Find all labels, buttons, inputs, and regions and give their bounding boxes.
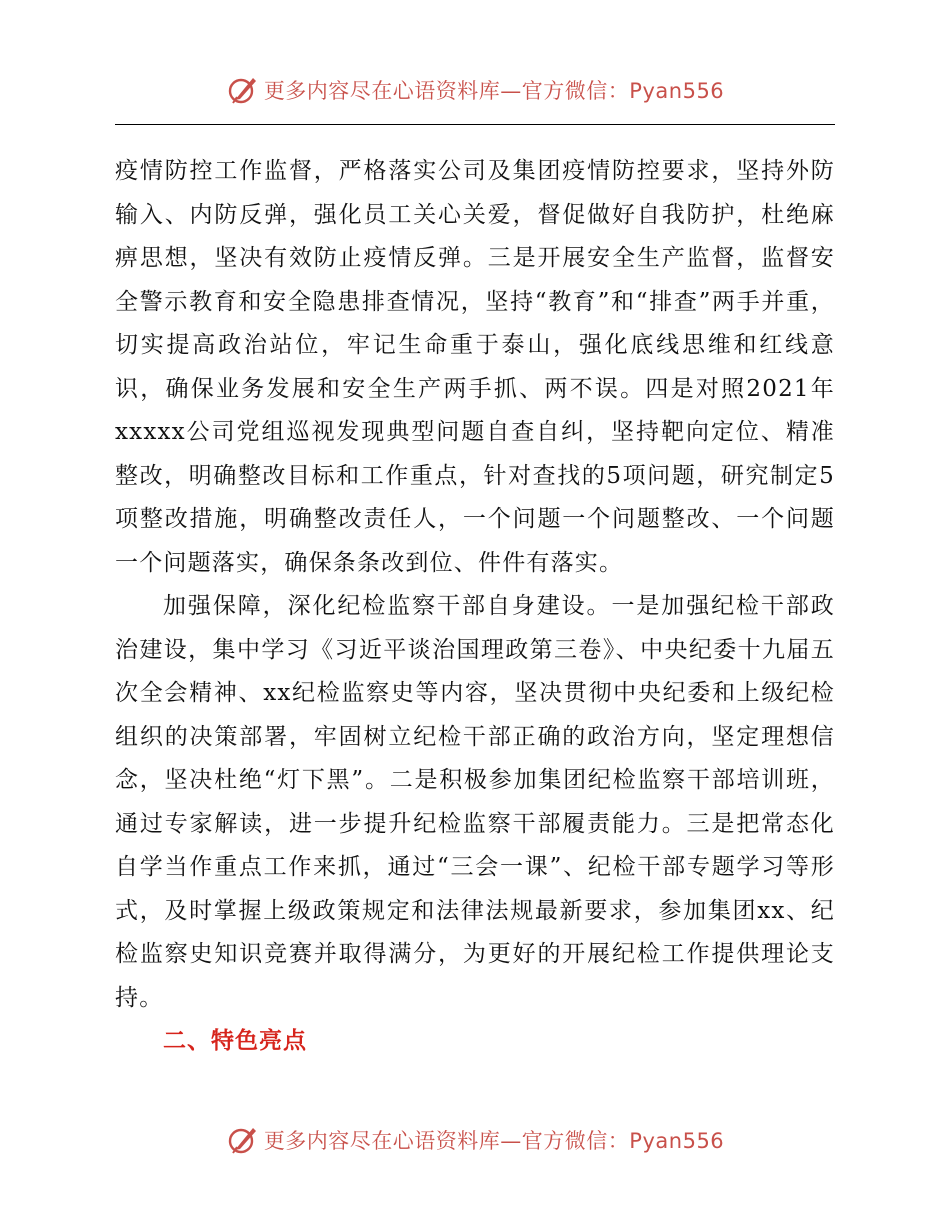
header-divider (115, 124, 835, 125)
watermark-text: 更多内容尽在心语资料库—官方微信：Pyan556 (263, 1129, 725, 1153)
quill-logo-icon (226, 73, 260, 107)
watermark-header (0, 70, 950, 110)
section-heading: 二、特色亮点 (163, 1028, 307, 1054)
document-body (115, 150, 835, 1064)
quill-logo-icon (226, 1123, 260, 1157)
watermark-footer (0, 1120, 950, 1160)
watermark-text: 更多内容尽在心语资料库—官方微信：Pyan556 (263, 79, 725, 103)
paragraph-self-building: 加强保障，深化纪检监察干部自身建设。一是加强纪检干部政治建设，集中学习《习近平谈治国理政第三卷》、中央纪委十九届五次全会精神、xx纪检监察史等内容，坚决贯彻中央纪委和上级纪检组织的决策部署，牢固树立纪检干部正确的政治方向，坚定理想信念，坚决杜绝“灯下黑”。二是积极参加集团纪检监察干部培训班，通过专家解读，进一步提升纪检监察干部履责能力。三是把常态化自学当作重点工作来抓，通过“三会一课”、纪检干部专题学习等形式，及时掌握上级政策规定和法律法规最新要求，参加集团xx、纪检监察史知识竞赛并取得满分，为更好的开展纪检工作提供理论支持。 (115, 593, 835, 1011)
paragraph-epidemic-safety: 疫情防控工作监督，严格落实公司及集团疫情防控要求，坚持外防输入、内防反弹，强化员工关心关爱，督促做好自我防护，杜绝麻痹思想，坚决有效防止疫情反弹。三是开展安全生产监督，监督安全警示教育和安全隐患排查情况，坚持“教育”和“排查”两手并重，切实提高政治站位，牢记生命重于泰山，强化底线思维和红线意识，确保业务发展和安全生产两手抓、两不误。四是对照2021年xxxxx公司党组巡视发现典型问题自查自纠，坚持靶向定位、精准整改，明确整改目标和工作重点，针对查找的5项问题，研究制定5项整改措施，明确整改责任人，一个问题一个问题整改、一个问题一个问题落实，确保条条改到位、件件有落实。 (115, 158, 835, 576)
